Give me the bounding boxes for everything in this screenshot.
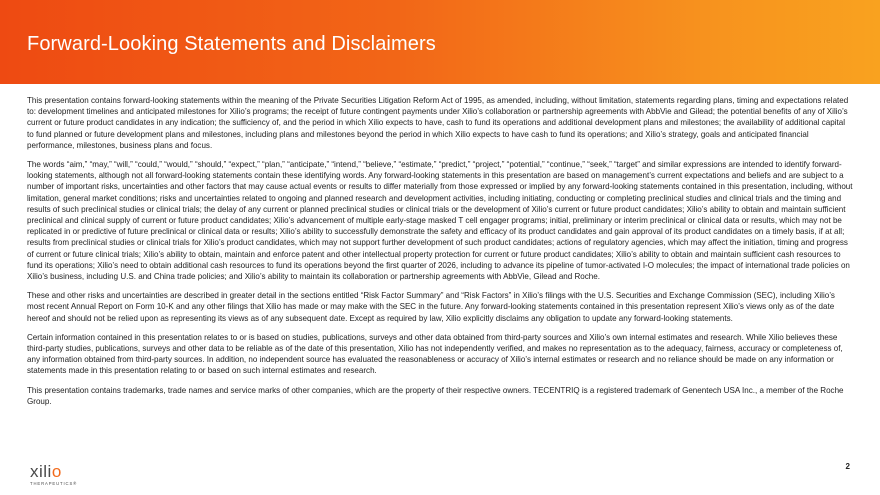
paragraph-risk-words: The words “aim,” “may,” “will,” “could,” “would,” “should,” “expect,” “plan,” “anticipate,” “intend,” “believe,” “estimate,” “predict,” “project,” “potential,” “continue,” “seek,” “target” and similar expressions are intended to identify forward-looking statements, although not all forward-looking statements contain these identifying words. Any forward-looking statements in this presentation are based on management’s current expectations and beliefs and are subject to a number of important risks, uncertainties and other factors that may cause actual events or results to differ materially from those expressed or implied by any forward-looking statements contained in this presentation, including, without limitation, general market conditions; risks and uncertainties related to ongoing and planned research and development activities, including initiating, conducting or completing preclinical studies and clinical trials and the timing and results of such preclinical studies or clinical trials; the delay of any current or planned preclinical studies or clinical trials or the development of Xilio’s current or future product candidates; Xilio’s ability to obtain and maintain sufficient preclinical and clinical supply of current or future product candidates; Xilio’s advancement of multiple early-stage masked T cell engager programs; initial, preliminary or interim preclinical or clinical data or results, which may not be replicated in or predictive of future preclinical or clinical data or results; Xilio’s ability to successfully demonstrate the safety and efficacy of its product candidates and gain approval of its product candidates on a timely basis, if at all; results from preclinical studies or clinical trials for Xilio’s product candidates, which may not support further development of such product candidates; actions of regulatory agencies, which may affect the initiation, timing and progress of current or future clinical trials; Xilio’s ability to obtain, maintain and enforce patent and other intellectual property protection for current or future product candidates; Xilio’s ability to obtain and maintain sufficient cash resources to fund its operations; Xilio’s need to obtain additional cash resources to fund its operations beyond the first quarter of 2026, including to advance its pipeline of tumor-activated I-O molecules; the impact of international trade policies on Xilio’s business, including U.S. and China trade policies; and Xilio’s ability to maintain its collaboration or partnership agreements with AbbVie, Gilead and Roche. [27,160,853,282]
paragraph-sec-filings: These and other risks and uncertainties are described in greater detail in the sections entitled “Risk Factor Summary” and “Risk Factors” in Xilio’s filings with the U.S. Securities and Exchange Commission (SEC), including Xilio’s most recent Annual Report on Form 10-K and any other filings that Xilio has made or may make with the SEC in the future. Any forward-looking statements contained in this presentation represent Xilio’s views only as of the date hereof and should not be relied upon as representing its views as of any subsequent date. Except as required by law, Xilio explicitly disclaims any obligation to update any forward-looking statements. [27,291,835,323]
logo-word-accent: o [51,462,62,481]
paragraph-forward-looking: This presentation contains forward-looking statements within the meaning of the Private Securities Litigation Reform Act of 1995, as amended, including, without limitation, statements regarding plans, timing and expectations related to: development timelines and anticipated milestones for Xilio’s programs; the receipt of future contingent payments under Xilio’s collaboration or partnership agreements with AbbVie and Gilead; the potential benefits of any of Xilio’s current or future product candidates in any indication; the sufficiency of, and the period in which Xilio expects to have, cash to fund its operations and additional development plans and milestones; the availability of additional capital to fund planned or future development plans and milestones, including plans and milestones beyond the period in which Xilio expects to have cash to fund its operations; and Xilio’s strategy, goals and anticipated financial performance, milestones, business plans and focus. [27,96,849,150]
logo-tagline: THERAPEUTICS® [30,481,78,486]
logo-word-prefix: xili [30,462,52,481]
title-banner [0,0,880,84]
disclaimer-body [27,95,853,415]
paragraph-trademarks: This presentation contains trademarks, trade names and service marks of other companies, which are the property of their respective owners. TECENTRIQ is a registered trademark of Genentech USA Inc., a member of the Roche Group. [27,385,844,406]
xilio-logo [30,463,90,487]
page-number: 2 [845,462,850,471]
page-title: Forward-Looking Statements and Disclaimers [27,33,436,55]
logo-wordmark [30,463,62,480]
paragraph-third-party-data: Certain information contained in this presentation relates to or is based on studies, publications, surveys and other data obtained from third-party sources and Xilio’s own internal estimates and research. While Xilio believes these third-party studies, publications, surveys and other data to be reliable as of the date of this presentation, Xilio has not independently verified, and makes no representation as to the adequacy, fairness, accuracy or completeness of, any information obtained from third-party sources. In addition, no independent source has evaluated the reasonableness or accuracy of Xilio’s internal estimates or research and no reliance should be made on any information or statements made in this presentation relating to or based on such internal estimates and research. [27,332,843,376]
